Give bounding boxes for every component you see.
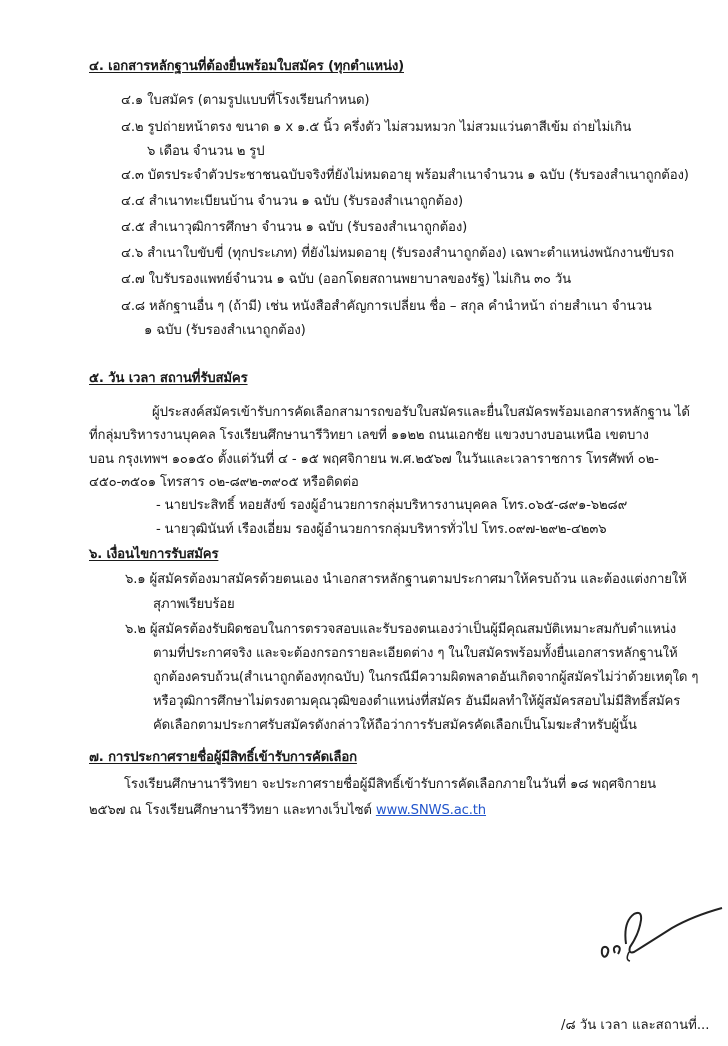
section-4-heading: ๔. เอกสารหลักฐานที่ต้องยื่นพร้อมใบสมัคร (ทุกตำแหน่ง) [89, 59, 404, 74]
item-6-2: ๖.๒ ผู้สมัครต้องรับผิดชอบในการตรวจสอบและรับรองตนเองว่าเป็นผู้มีคุณสมบัติเหมาะสมกับตำแหน่ง [125, 622, 677, 637]
footer-continuation: /๘ วัน เวลา และสถานที่... [561, 1018, 710, 1033]
item-4-8-cont: ๑ ฉบับ (รับรองสำเนาถูกต้อง) [144, 323, 306, 338]
item-6-1-cont: สุภาพเรียบร้อย [153, 597, 235, 612]
item-4-7: ๔.๗ ใบรับรองแพทย์จำนวน ๑ ฉบับ (ออกโดยสถานพยาบาลของรัฐ) ไม่เกิน ๓๐ วัน [121, 272, 571, 287]
item-6-2-cont-1: ตามที่ประกาศจริง และจะต้องกรอกรายละเอียดต่าง ๆ ในใบสมัครพร้อมทั้งยื่นเอกสารหลักฐานให้ [153, 646, 678, 661]
item-6-2-cont-3: หรือวุฒิการศึกษาไม่ตรงตามคุณวุฒิของตำแหน่งที่สมัคร อันมีผลทำให้ผู้สมัครสอบไม่มีสิทธิ์สมัคร [153, 694, 681, 709]
item-6-1: ๖.๑ ผู้สมัครต้องมาสมัครด้วยตนเอง นำเอกสารหลักฐานตามประกาศมาให้ครบถ้วน และต้องแต่งกายให้ [125, 572, 687, 587]
s7-line-2-text: ๒๕๖๗ ณ โรงเรียนศึกษานารีวิทยา และทางเว็บไซต์ [89, 803, 376, 818]
item-4-1: ๔.๑ ใบสมัคร (ตามรูปแบบที่โรงเรียนกำหนด) [121, 93, 370, 108]
item-6-2-cont-2: ถูกต้องครบถ้วน(สำเนาถูกต้องทุกฉบับ) ในกรณีมีความผิดพลาดอันเกิดจากผู้สมัครไม่ว่าด้วยเหตุใด ๆ [153, 670, 699, 685]
item-4-2: ๔.๒ รูปถ่ายหน้าตรง ขนาด ๑ x ๑.๕ นิ้ว ครึ่งตัว ไม่สวมหมวก ไม่สวมแว่นตาสีเข้ม ถ่ายไม่เกิน [121, 120, 632, 135]
item-4-6: ๔.๖ สำเนาใบขับขี่ (ทุกประเภท) ที่ยังไม่หมดอายุ (รับรองสำนาถูกต้อง) เฉพาะตำแหน่งพนักงานขับรถ [121, 246, 674, 261]
s5-contact-2: - นายวุฒินันท์ เรืองเอี่ยม รองผู้อำนวยการกลุ่มบริหารทั่วไป โทร.๐๙๗-๒๙๒-๔๒๓๖ [156, 522, 607, 537]
s5-line-2: ที่กลุ่มบริหารงานบุคคล โรงเรียนศึกษานารีวิทยา เลขที่ ๑๑๒๒ ถนนเอกชัย แขวงบางบอนเหนือ เขตบาง [89, 428, 649, 443]
s7-line-2 [89, 802, 486, 820]
s5-line-3: บอน กรุงเทพฯ ๑๐๑๕๐ ตั้งแต่วันที่ ๔ - ๑๕ พฤศจิกายน พ.ศ.๒๕๖๗ ในวันและเวลาราชการ โทรศัพท์ ๐๒- [89, 452, 659, 467]
section-5-heading: ๕. วัน เวลา สถานที่รับสมัคร [89, 371, 248, 386]
s5-line-4: ๔๕๐-๓๕๐๑ โทรสาร ๐๒-๘๙๒-๓๙๐๕ หรือติดต่อ [89, 475, 359, 490]
signature-image [598, 902, 724, 964]
s5-contact-1: - นายประสิทธิ์ หอยสังข์ รองผู้อำนวยการกลุ่มบริหารงานบุคคล โทร.๐๖๕-๘๙๑-๖๒๘๙ [156, 498, 628, 513]
item-4-8: ๔.๘ หลักฐานอื่น ๆ (ถ้ามี) เช่น หนังสือสำคัญการเปลี่ยน ชื่อ – สกุล คำนำหน้า ถ่ายสำเนา จำนวน [121, 299, 652, 314]
section-7-heading: ๗. การประกาศรายชื่อผู้มีสิทธิ์เข้ารับการคัดเลือก [89, 750, 357, 765]
item-4-4: ๔.๔ สำเนาทะเบียนบ้าน จำนวน ๑ ฉบับ (รับรองสำเนาถูกต้อง) [121, 194, 464, 209]
item-4-2-cont: ๖ เดือน จำนวน ๒ รูป [147, 144, 265, 159]
item-6-2-cont-4: คัดเลือกตามประกาศรับสมัครดังกล่าวให้ถือว่าการรับสมัครคัดเลือกเป็นโมฆะสำหรับผู้นั้น [153, 718, 637, 733]
s7-line-1: โรงเรียนศึกษานารีวิทยา จะประกาศรายชื่อผู้มีสิทธิ์เข้ารับการคัดเลือกภายในวันที่ ๑๘ พฤศจิกายน [124, 777, 657, 792]
website-link[interactable]: www.SNWS.ac.th [375, 803, 487, 818]
section-6-heading: ๖. เงื่อนไขการรับสมัคร [89, 547, 219, 562]
item-4-5: ๔.๕ สำเนาวุฒิการศึกษา จำนวน ๑ ฉบับ (รับรองสำเนาถูกต้อง) [121, 220, 468, 235]
item-4-3: ๔.๓ บัตรประจำตัวประชาชนฉบับจริงที่ยังไม่หมดอายุ พร้อมสำเนาจำนวน ๑ ฉบับ (รับรองสำเนาถูกต้อง) [121, 168, 689, 183]
s5-line-1: ผู้ประสงค์สมัครเข้ารับการคัดเลือกสามารถขอรับใบสมัครและยื่นใบสมัครพร้อมเอกสารหลักฐาน ได้ [152, 405, 690, 420]
